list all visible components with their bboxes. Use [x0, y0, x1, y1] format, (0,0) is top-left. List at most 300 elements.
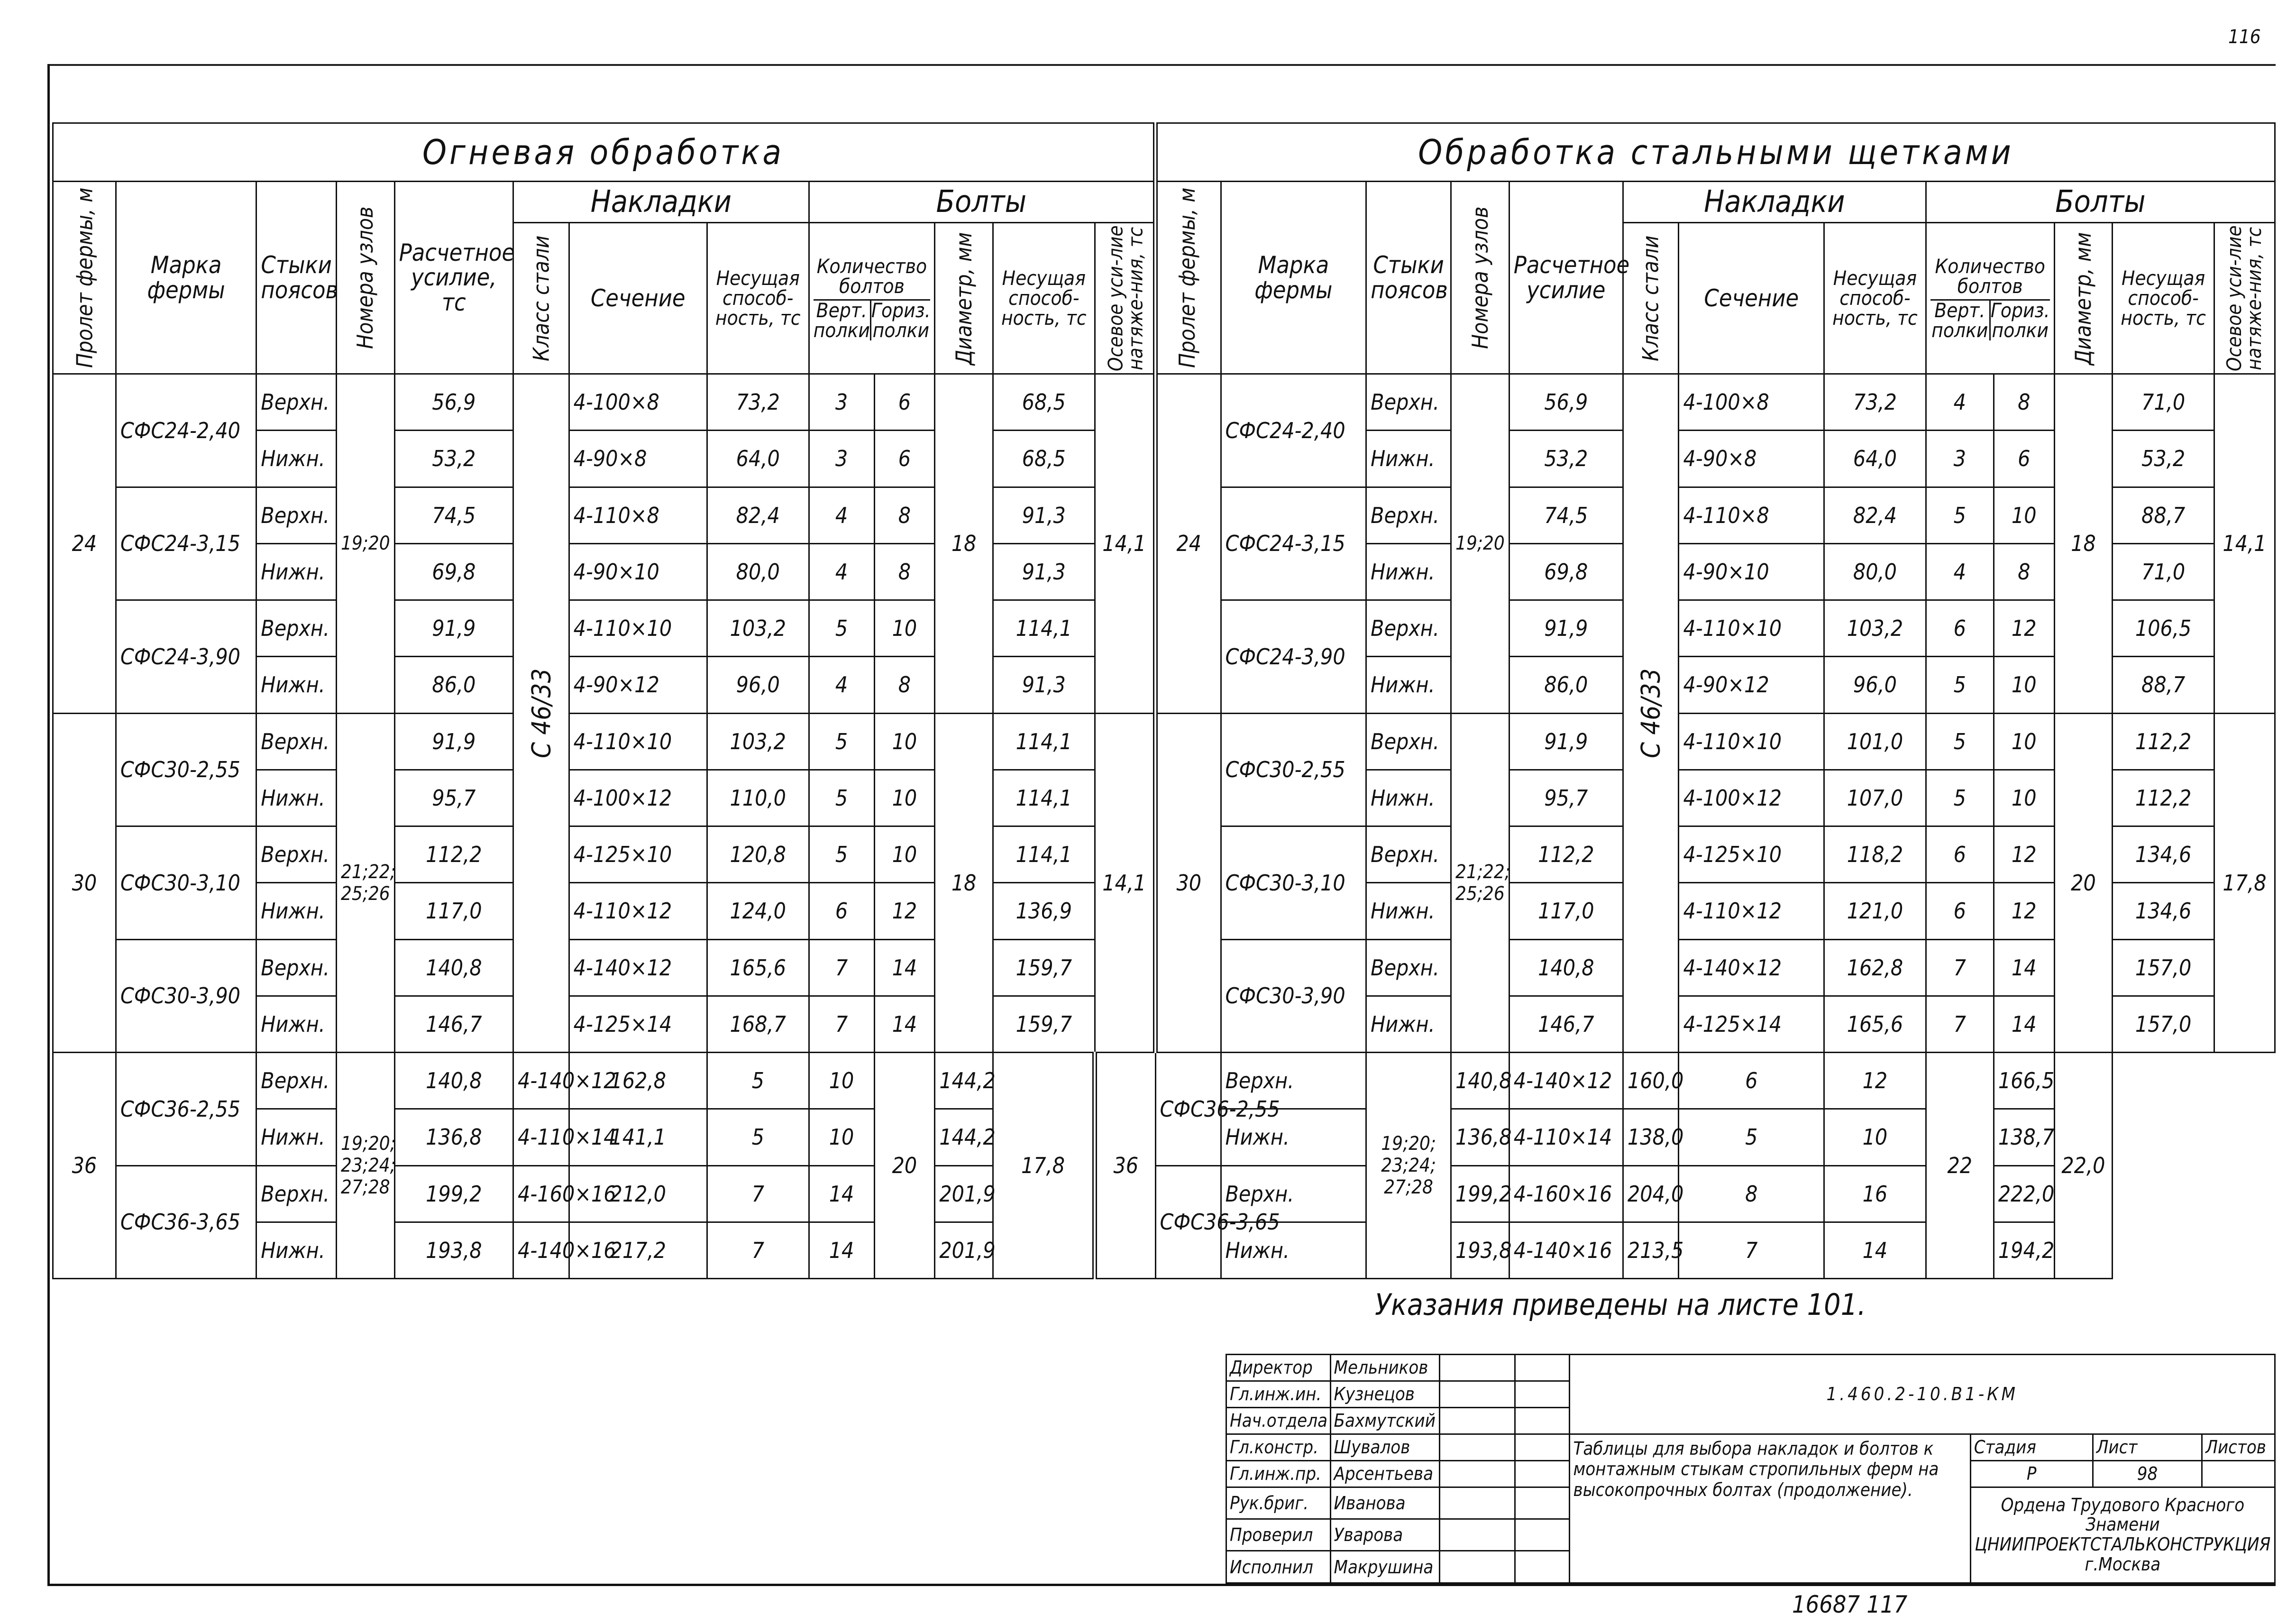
date-cell — [1515, 1381, 1570, 1407]
right-goriz-cell: 10 — [1994, 657, 2054, 713]
right-nesush-b-cell: 106,5 — [2113, 600, 2214, 657]
signature-cell — [1440, 1519, 1515, 1551]
left-marka-cell: СФС24-2,40 — [116, 374, 256, 487]
right-goriz-cell: 8 — [1994, 543, 2054, 600]
left-goriz-cell: 10 — [874, 713, 935, 770]
right-nesush-b-cell: 71,0 — [2113, 374, 2214, 431]
right-nesush-cell: 165,6 — [1824, 996, 1926, 1052]
right-marka-cell: СФС36-2,55 — [1155, 1053, 1221, 1166]
left-goriz-cell: 10 — [874, 770, 935, 826]
left-nesush-b-cell: 114,1 — [993, 826, 1095, 883]
left-styk-cell: Верхн. — [256, 826, 337, 883]
table-row — [53, 374, 2275, 431]
date-cell — [1515, 1551, 1570, 1583]
table-row — [53, 1053, 2275, 1109]
left-marka-cell: СФС36-3,65 — [116, 1165, 256, 1279]
signature-cell — [1440, 1487, 1515, 1519]
stamp-role: Исполнил — [1226, 1551, 1331, 1583]
right-prolet-cell: 36 — [1095, 1053, 1155, 1279]
left-styk-cell: Верхн. — [256, 600, 337, 657]
right-usilie-cell: 140,8 — [1509, 939, 1623, 996]
organization: Ордена Трудового Красного Знамени ЦНИИПРОЕКТСТАЛЬКОНСТРУКЦИЯ г.Москва — [1970, 1487, 2275, 1583]
left-usilie-cell: 136,8 — [394, 1109, 513, 1165]
stamp-name: Иванова — [1330, 1487, 1440, 1519]
left-prolet-cell: 36 — [53, 1053, 116, 1279]
stamp-name: Бахмутский — [1330, 1407, 1440, 1434]
left-sechenie-cell: 4-140×12 — [513, 1053, 569, 1109]
right-marka-cell: СФС24-3,15 — [1221, 487, 1366, 600]
left-sechenie-cell: 4-90×12 — [569, 657, 707, 713]
list-label: Лист — [2093, 1434, 2202, 1460]
date-cell — [1515, 1487, 1570, 1519]
left-prolet-cell: 30 — [53, 713, 116, 1053]
left-usilie-cell: 86,0 — [394, 657, 513, 713]
left-styk-cell: Нижн. — [256, 543, 337, 600]
right-usilie-cell: 146,7 — [1509, 996, 1623, 1052]
left-goriz-cell: 14 — [874, 939, 935, 996]
right-osevoe-cell: 22,0 — [2054, 1053, 2113, 1279]
right-h-nesush-b: Несущая способ-ность, тс — [2113, 223, 2214, 374]
left-nesush-cell: 96,0 — [707, 657, 809, 713]
left-vert-cell: 4 — [809, 543, 874, 600]
left-nesush-b-cell: 91,3 — [993, 487, 1095, 543]
stadiya-value: Р — [1970, 1460, 2093, 1487]
archive-number: 16687 117 — [1792, 1591, 1908, 1618]
left-prolet-cell: 24 — [53, 374, 116, 714]
left-nesush-b-cell: 136,9 — [993, 883, 1095, 939]
right-usilie-cell: 112,2 — [1509, 826, 1623, 883]
left-goriz-cell: 8 — [874, 487, 935, 543]
right-nesush-cell: 121,0 — [1824, 883, 1926, 939]
date-cell — [1515, 1519, 1570, 1551]
left-nesush-b-cell: 159,7 — [993, 939, 1095, 996]
title-block-row — [1226, 1355, 2275, 1381]
right-osevoe-cell: 14,1 — [2214, 374, 2275, 714]
left-vert-cell: 5 — [707, 1109, 809, 1165]
left-h-diam: Диаметр, мм — [935, 223, 993, 374]
right-nesush-cell: 82,4 — [1824, 487, 1926, 543]
right-nesush-b-cell: 222,0 — [1994, 1165, 2054, 1222]
left-vert-cell: 3 — [809, 431, 874, 487]
signature-cell — [1440, 1381, 1515, 1407]
date-cell — [1515, 1460, 1570, 1487]
right-styk-cell: Нижн. — [1366, 657, 1451, 713]
right-vert-cell: 5 — [1926, 657, 1994, 713]
right-nesush-cell: 101,0 — [1824, 713, 1926, 770]
right-vert-cell: 3 — [1926, 431, 1994, 487]
list-value: 98 — [2093, 1460, 2202, 1487]
left-usilie-cell: 95,7 — [394, 770, 513, 826]
right-h-nesush: Несущая способ-ность, тс — [1824, 223, 1926, 374]
right-styk-cell: Нижн. — [1221, 1109, 1366, 1165]
right-nesush-b-cell: 157,0 — [2113, 939, 2214, 996]
right-styk-cell: Нижн. — [1366, 543, 1451, 600]
right-nesush-cell: 103,2 — [1824, 600, 1926, 657]
right-sechenie-cell: 4-140×12 — [1509, 1053, 1623, 1109]
left-styk-cell: Верхн. — [256, 374, 337, 431]
right-nesush-b-cell: 112,2 — [2113, 713, 2214, 770]
right-h-klass: Класс стали — [1623, 223, 1679, 374]
left-styk-cell: Нижн. — [256, 1222, 337, 1278]
right-marka-cell: СФС30-3,10 — [1221, 826, 1366, 940]
left-vert-cell: 7 — [707, 1222, 809, 1278]
left-marka-cell: СФС30-3,90 — [116, 939, 256, 1053]
corner-number: 116 — [2228, 26, 2261, 48]
right-usilie-cell: 91,9 — [1509, 713, 1623, 770]
left-sechenie-cell: 4-125×14 — [569, 996, 707, 1052]
right-vert-cell: 7 — [1679, 1222, 1824, 1278]
left-sechenie-cell: 4-110×8 — [569, 487, 707, 543]
left-usilie-cell: 140,8 — [394, 939, 513, 996]
left-h-kolvo — [809, 223, 935, 374]
left-sechenie-cell: 4-100×12 — [569, 770, 707, 826]
left-diam-cell: 18 — [935, 374, 993, 714]
right-prolet-cell: 30 — [1155, 713, 1221, 1053]
right-sechenie-cell: 4-110×12 — [1679, 883, 1824, 939]
right-nesush-cell: 204,0 — [1623, 1165, 1679, 1222]
left-nesush-b-cell: 91,3 — [993, 543, 1095, 600]
right-nesush-cell: 160,0 — [1623, 1053, 1679, 1109]
table-body — [53, 374, 2275, 1279]
left-nesush-b-cell: 114,1 — [993, 600, 1095, 657]
right-diam-cell: 20 — [2054, 713, 2113, 1053]
left-h-nesush: Несущая способ-ность, тс — [707, 223, 809, 374]
right-h-bolty: Болты — [1926, 182, 2275, 223]
left-osevoe-cell: 17,8 — [993, 1053, 1095, 1279]
stamp-name: Шувалов — [1330, 1434, 1440, 1460]
left-h-prolet: Пролет фермы, м — [53, 182, 116, 374]
left-usilie-cell: 199,2 — [394, 1165, 513, 1222]
left-vert-cell: 5 — [707, 1053, 809, 1109]
left-h-sechenie: Сечение — [569, 223, 707, 374]
document-number: 1.460.2-10.В1-КМ — [1570, 1355, 2275, 1434]
right-goriz-cell: 12 — [1994, 883, 2054, 939]
date-cell — [1515, 1355, 1570, 1381]
right-marka-cell: СФС24-2,40 — [1221, 374, 1366, 487]
note-text: Указания приведены на листе 101. — [1375, 1287, 1866, 1322]
left-nesush-cell: 80,0 — [707, 543, 809, 600]
right-vert-cell: 4 — [1926, 543, 1994, 600]
right-goriz-cell: 14 — [1994, 996, 2054, 1052]
left-sechenie-cell: 4-110×10 — [569, 713, 707, 770]
left-nesush-cell: 82,4 — [707, 487, 809, 543]
right-h-nakladki: Накладки — [1623, 182, 1926, 223]
left-vert-cell: 4 — [809, 657, 874, 713]
title-block-row — [1226, 1434, 2275, 1460]
left-marka-cell: СФС30-3,10 — [116, 826, 256, 940]
right-styk-cell: Нижн. — [1366, 431, 1451, 487]
right-diam-cell: 22 — [1926, 1053, 1994, 1279]
left-goriz-cell: 10 — [874, 826, 935, 883]
right-vert-cell: 6 — [1926, 883, 1994, 939]
left-nesush-cell: 168,7 — [707, 996, 809, 1052]
left-nesush-b-cell: 91,3 — [993, 657, 1095, 713]
right-vert-cell: 5 — [1679, 1109, 1824, 1165]
signature-cell — [1440, 1460, 1515, 1487]
right-sechenie-cell: 4-140×16 — [1509, 1222, 1623, 1278]
left-diam-cell: 20 — [874, 1053, 935, 1279]
signature-cell — [1440, 1355, 1515, 1381]
left-nesush-cell: 217,2 — [569, 1222, 707, 1278]
right-nesush-cell: 138,0 — [1623, 1109, 1679, 1165]
left-diam-cell: 18 — [935, 713, 993, 1053]
left-h-osevoe: Осевое уси-лие натяже-ния, тс — [1095, 223, 1155, 374]
right-nesush-b-cell: 134,6 — [2113, 826, 2214, 883]
stamp-role: Гл.инж.ин. — [1226, 1381, 1331, 1407]
stamp-role: Рук.бриг. — [1226, 1487, 1331, 1519]
stamp-role: Гл.констр. — [1226, 1434, 1331, 1460]
right-h-kolvo — [1926, 223, 2054, 374]
right-marka-cell: СФС30-3,90 — [1221, 939, 1366, 1053]
right-nesush-b-cell: 134,6 — [2113, 883, 2214, 939]
right-h-prolet: Пролет фермы, м — [1155, 182, 1221, 374]
listov-value — [2202, 1460, 2275, 1487]
left-goriz-cell: 6 — [874, 374, 935, 431]
right-styk-cell: Нижн. — [1366, 883, 1451, 939]
left-styk-cell: Нижн. — [256, 883, 337, 939]
left-usilie-cell: 140,8 — [394, 1053, 513, 1109]
right-goriz-cell: 8 — [1994, 374, 2054, 431]
left-sechenie-cell: 4-90×8 — [569, 431, 707, 487]
left-osevoe-cell: 14,1 — [1095, 374, 1155, 714]
right-h-osevoe: Осевое уси-лие натяже-ния, тс — [2214, 223, 2275, 374]
title-block-table — [1226, 1354, 2276, 1584]
right-styk-cell: Нижн. — [1366, 770, 1451, 826]
left-nesush-b-cell: 68,5 — [993, 374, 1095, 431]
right-uzly-cell: 19;20 — [1451, 374, 1509, 714]
left-usilie-cell: 193,8 — [394, 1222, 513, 1278]
right-nesush-cell: 118,2 — [1824, 826, 1926, 883]
left-nesush-cell: 212,0 — [569, 1165, 707, 1222]
left-h-nesush-b: Несущая способ-ность, тс — [993, 223, 1095, 374]
right-styk-cell: Нижн. — [1366, 996, 1451, 1052]
left-vert-cell: 6 — [809, 883, 874, 939]
right-marka-cell: СФС30-2,55 — [1221, 713, 1366, 826]
left-vert-cell: 5 — [809, 770, 874, 826]
left-vert-cell: 5 — [809, 600, 874, 657]
right-vert-cell: 8 — [1679, 1165, 1824, 1222]
left-vert-cell: 7 — [707, 1165, 809, 1222]
right-sechenie-cell: 4-140×12 — [1679, 939, 1824, 996]
left-h-styki: Стыки поясов — [256, 182, 337, 374]
title-block — [1226, 1354, 2276, 1584]
left-vert-cell: 3 — [809, 374, 874, 431]
left-goriz-cell: 12 — [874, 883, 935, 939]
right-osevoe-cell: 17,8 — [2214, 713, 2275, 1053]
left-goriz-cell: 14 — [874, 996, 935, 1052]
right-vert-cell: 5 — [1926, 713, 1994, 770]
stamp-role: Проверил — [1226, 1519, 1331, 1551]
right-vert-cell: 4 — [1926, 374, 1994, 431]
left-styk-cell: Нижн. — [256, 996, 337, 1052]
stamp-name: Мельников — [1330, 1355, 1440, 1381]
right-nesush-b-cell: 71,0 — [2113, 543, 2214, 600]
left-nesush-cell: 64,0 — [707, 431, 809, 487]
right-vert-cell: 6 — [1679, 1053, 1824, 1109]
right-h-uzly: Номера узлов — [1451, 182, 1509, 374]
right-nesush-b-cell: 194,2 — [1994, 1222, 2054, 1278]
right-sechenie-cell: 4-100×8 — [1679, 374, 1824, 431]
right-goriz-cell: 10 — [1824, 1109, 1926, 1165]
left-uzly-cell: 19;20 — [336, 374, 394, 714]
right-styk-cell: Верхн. — [1221, 1053, 1366, 1109]
right-goriz-cell: 10 — [1994, 487, 2054, 543]
right-sechenie-cell: 4-110×10 — [1679, 713, 1824, 770]
left-goriz-cell: 10 — [809, 1109, 874, 1165]
left-h-bolty: Болты — [809, 182, 1155, 223]
right-nesush-cell: 96,0 — [1824, 657, 1926, 713]
listov-label: Листов — [2202, 1434, 2275, 1460]
right-nesush-b-cell: 88,7 — [2113, 487, 2214, 543]
signature-cell — [1440, 1407, 1515, 1434]
left-sechenie-cell: 4-110×10 — [569, 600, 707, 657]
left-marka-cell: СФС24-3,15 — [116, 487, 256, 600]
left-steel-class-cell: С 46/33 — [513, 374, 569, 1053]
left-usilie-cell: 91,9 — [394, 713, 513, 770]
left-goriz-cell: 6 — [874, 431, 935, 487]
signature-cell — [1440, 1551, 1515, 1583]
right-sechenie-cell: 4-90×10 — [1679, 543, 1824, 600]
left-nesush-b-cell: 201,9 — [935, 1165, 993, 1222]
stamp-name: Кузнецов — [1330, 1381, 1440, 1407]
right-nesush-cell: 213,5 — [1623, 1222, 1679, 1278]
right-styk-cell: Верхн. — [1366, 826, 1451, 883]
right-goriz-cell: 14 — [1824, 1222, 1926, 1278]
table-row — [53, 713, 2275, 770]
right-usilie-cell: 193,8 — [1451, 1222, 1509, 1278]
right-sechenie-cell: 4-125×14 — [1679, 996, 1824, 1052]
right-uzly-cell: 21;22; 25;26 — [1451, 713, 1509, 1053]
right-usilie-cell: 53,2 — [1509, 431, 1623, 487]
left-goriz-cell: 14 — [809, 1222, 874, 1278]
left-goriz-cell: 8 — [874, 543, 935, 600]
left-vert-cell: 7 — [809, 996, 874, 1052]
left-h-goriz: Гориз. полки — [871, 298, 931, 342]
left-usilie-cell: 74,5 — [394, 487, 513, 543]
right-styk-cell: Верхн. — [1366, 713, 1451, 770]
right-styk-cell: Верхн. — [1221, 1165, 1366, 1222]
left-h-kolvo-label: Количество болтов — [814, 257, 931, 301]
left-goriz-cell: 8 — [874, 657, 935, 713]
main-table-wrap — [52, 122, 2276, 1279]
right-h-marka: Марка фермы — [1221, 182, 1366, 374]
right-usilie-cell: 86,0 — [1509, 657, 1623, 713]
right-uzly-cell: 19;20; 23;24; 27;28 — [1366, 1053, 1451, 1279]
right-goriz-cell: 12 — [1994, 826, 2054, 883]
left-h-vert: Верт. полки — [814, 301, 871, 340]
right-nesush-b-cell: 157,0 — [2113, 996, 2214, 1052]
left-osevoe-cell: 14,1 — [1095, 713, 1155, 1053]
left-marka-cell: СФС30-2,55 — [116, 713, 256, 826]
right-sechenie-cell: 4-110×14 — [1509, 1109, 1623, 1165]
left-usilie-cell: 53,2 — [394, 431, 513, 487]
left-usilie-cell: 112,2 — [394, 826, 513, 883]
stamp-description: Таблицы для выбора накладок и болтов к монтажным стыкам стропильных ферм на высокопрочных болтах (продолжение). — [1570, 1434, 1970, 1583]
left-sechenie-cell: 4-125×10 — [569, 826, 707, 883]
left-styk-cell: Нижн. — [256, 657, 337, 713]
left-nesush-cell: 103,2 — [707, 713, 809, 770]
left-styk-cell: Верхн. — [256, 1053, 337, 1109]
right-sechenie-cell: 4-110×8 — [1679, 487, 1824, 543]
right-sechenie-cell: 4-125×10 — [1679, 826, 1824, 883]
right-usilie-cell: 199,2 — [1451, 1165, 1509, 1222]
left-nesush-b-cell: 114,1 — [993, 770, 1095, 826]
left-vert-cell: 7 — [809, 939, 874, 996]
left-sechenie-cell: 4-110×14 — [513, 1109, 569, 1165]
left-marka-cell: СФС24-3,90 — [116, 600, 256, 714]
right-vert-cell: 5 — [1926, 770, 1994, 826]
right-usilie-cell: 74,5 — [1509, 487, 1623, 543]
left-styk-cell: Верхн. — [256, 939, 337, 996]
right-usilie-cell: 117,0 — [1509, 883, 1623, 939]
right-h-diam: Диаметр, мм — [2054, 223, 2113, 374]
right-h-goriz: Гориз. полки — [1990, 298, 2050, 342]
left-nesush-cell: 124,0 — [707, 883, 809, 939]
right-nesush-b-cell: 138,7 — [1994, 1109, 2054, 1165]
right-h-usilie: Расчетное усилие — [1509, 182, 1623, 374]
left-sechenie-cell: 4-140×16 — [513, 1222, 569, 1278]
left-nesush-cell: 165,6 — [707, 939, 809, 996]
left-usilie-cell: 117,0 — [394, 883, 513, 939]
left-usilie-cell: 146,7 — [394, 996, 513, 1052]
left-sechenie-cell: 4-160×16 — [513, 1165, 569, 1222]
stamp-name: Уварова — [1330, 1519, 1440, 1551]
right-goriz-cell: 10 — [1994, 770, 2054, 826]
left-uzly-cell: 21;22; 25;26 — [336, 713, 394, 1053]
stamp-role: Нач.отдела — [1226, 1407, 1331, 1434]
right-h-sechenie: Сечение — [1679, 223, 1824, 374]
left-goriz-cell: 14 — [809, 1165, 874, 1222]
left-vert-cell: 5 — [809, 713, 874, 770]
right-sechenie-cell: 4-160×16 — [1509, 1165, 1623, 1222]
left-styk-cell: Нижн. — [256, 1109, 337, 1165]
left-title: Огневая обработка — [53, 123, 1156, 182]
left-usilie-cell: 69,8 — [394, 543, 513, 600]
right-prolet-cell: 24 — [1155, 374, 1221, 714]
left-sechenie-cell: 4-100×8 — [569, 374, 707, 431]
left-nesush-b-cell: 144,2 — [935, 1053, 993, 1109]
right-goriz-cell: 12 — [1824, 1053, 1926, 1109]
left-uzly-cell: 19;20; 23;24; 27;28 — [336, 1053, 394, 1279]
left-nesush-b-cell: 114,1 — [993, 713, 1095, 770]
date-cell — [1515, 1434, 1570, 1460]
right-goriz-cell: 6 — [1994, 431, 2054, 487]
right-goriz-cell: 10 — [1994, 713, 2054, 770]
stamp-role: Директор — [1226, 1355, 1331, 1381]
left-nesush-b-cell: 201,9 — [935, 1222, 993, 1278]
left-goriz-cell: 10 — [874, 600, 935, 657]
right-marka-cell: СФС36-3,65 — [1155, 1165, 1221, 1279]
right-goriz-cell: 12 — [1994, 600, 2054, 657]
right-nesush-cell: 73,2 — [1824, 374, 1926, 431]
right-usilie-cell: 56,9 — [1509, 374, 1623, 431]
right-usilie-cell: 91,9 — [1509, 600, 1623, 657]
left-sechenie-cell: 4-90×10 — [569, 543, 707, 600]
right-steel-class-cell: С 46/33 — [1623, 374, 1679, 1053]
right-h-styki: Стыки поясов — [1366, 182, 1451, 374]
left-nesush-cell: 103,2 — [707, 600, 809, 657]
stadiya-label: Стадия — [1970, 1434, 2093, 1460]
left-nesush-cell: 73,2 — [707, 374, 809, 431]
right-styk-cell: Нижн. — [1221, 1222, 1366, 1278]
left-styk-cell: Верхн. — [256, 1165, 337, 1222]
right-sechenie-cell: 4-110×10 — [1679, 600, 1824, 657]
right-vert-cell: 6 — [1926, 600, 1994, 657]
right-vert-cell: 7 — [1926, 939, 1994, 996]
left-nesush-cell: 120,8 — [707, 826, 809, 883]
right-goriz-cell: 14 — [1994, 939, 2054, 996]
left-styk-cell: Нижн. — [256, 770, 337, 826]
